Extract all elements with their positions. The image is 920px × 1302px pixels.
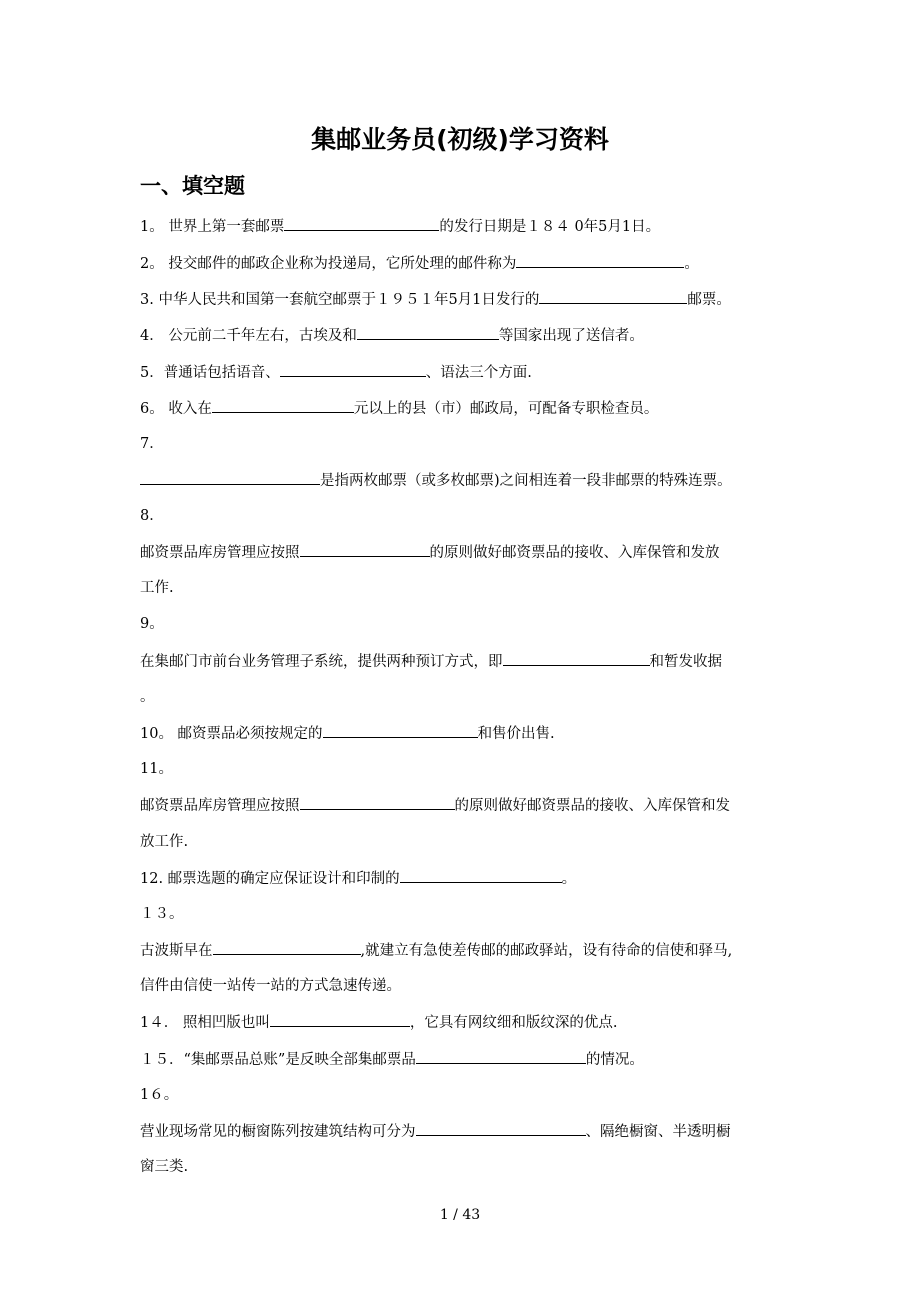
q-text: 古波斯早在: [140, 943, 213, 959]
question-13-number: １３。: [140, 906, 184, 922]
answer-blank: [213, 940, 361, 955]
question-15: [140, 1049, 644, 1070]
q-text: 2。 投交邮件的邮政企业称为投递局，它所处理的邮件称为: [140, 256, 517, 272]
question-10: [140, 723, 555, 744]
answer-blank: [280, 362, 426, 377]
question-16-number: 1６。: [140, 1087, 179, 1103]
q-text: 和暂发收据: [649, 654, 722, 670]
question-13: [140, 940, 732, 961]
question-11-cont: 放工作.: [140, 834, 189, 850]
answer-blank: [300, 542, 430, 557]
q-text: 1。 世界上第一套邮票: [140, 219, 285, 235]
q-text: ，它具有网纹细和版纹深的优点.: [409, 1015, 618, 1031]
q-text: 、隔绝橱窗、半透明橱: [585, 1124, 731, 1140]
question-3: [140, 289, 731, 310]
q-text: 邮票。: [687, 292, 731, 308]
q-text: 邮资票品库房管理应按照: [140, 545, 300, 561]
q-text: １５．“集邮票品总账”是反映全部集邮票品: [140, 1052, 416, 1068]
answer-blank: [416, 1121, 586, 1136]
answer-blank: [503, 651, 650, 666]
q-text: 是指两枚邮票（或多枚邮票)之间相连着一段非邮票的特殊连票。: [320, 473, 732, 489]
q-text: 。: [684, 256, 699, 272]
question-1: [140, 216, 660, 237]
q-text: 和售价出售.: [477, 726, 555, 742]
q-text: 。: [561, 871, 577, 887]
question-16: [140, 1121, 731, 1142]
question-11-number: 11。: [140, 761, 173, 777]
q-text: ,就建立有急使差传邮的邮政驿站，设有待命的信使和驿马,: [360, 943, 733, 959]
question-8-number: 8．: [140, 508, 164, 524]
q-text: 在集邮门市前台业务管理子系统，提供两种预订方式，即: [140, 654, 503, 670]
answer-blank: [212, 398, 354, 413]
answer-blank: [284, 216, 439, 231]
question-9-number: 9。: [140, 616, 164, 632]
question-13-cont: 信件由信使一站传一站的方式急速传递。: [140, 978, 401, 994]
answer-blank: [140, 470, 320, 485]
question-4: [140, 325, 644, 346]
q-text: 营业现场常见的橱窗陈列按建筑结构可分为: [140, 1124, 416, 1140]
section-heading: 一、填空题: [140, 174, 245, 198]
answer-blank: [270, 1012, 410, 1027]
q-text: 3. 中华人民共和国第一套航空邮票于１９５１年5月1日发行的: [140, 292, 540, 308]
document-title: 集邮业务员(初级)学习资料: [311, 125, 609, 154]
q-text: 邮资票品库房管理应按照: [140, 798, 300, 814]
answer-blank: [400, 868, 562, 883]
question-8: [140, 542, 720, 563]
answer-blank: [300, 795, 455, 810]
q-text: 的原则做好邮资票品的接收、入库保管和发放: [429, 545, 720, 561]
question-16-cont: 窗三类.: [140, 1159, 189, 1175]
question-12: [140, 868, 576, 889]
question-14: [140, 1012, 617, 1033]
answer-blank: [516, 253, 684, 268]
answer-blank: [323, 723, 478, 738]
q-text: 、语法三个方面.: [425, 365, 532, 381]
q-text: 1４． 照相凹版也叫: [140, 1015, 270, 1031]
q-text: 的发行日期是１８４ 0年5月1日。: [439, 219, 661, 235]
q-text: 6。 收入在: [140, 401, 212, 417]
question-2: [140, 253, 699, 274]
question-8-cont: 工作.: [140, 580, 174, 596]
q-text: 的原则做好邮资票品的接收、入库保管和发: [454, 798, 730, 814]
question-11: [140, 795, 730, 816]
q-text: 4． 公元前二千年左右，古埃及和: [140, 328, 357, 344]
page-number: 1 / 43: [439, 1207, 481, 1223]
answer-blank: [539, 289, 687, 304]
question-9: [140, 651, 722, 672]
question-6: [140, 398, 658, 419]
q-text: 元以上的县（市）邮政局，可配备专职检查员。: [353, 401, 659, 417]
q-text: 12. 邮票选题的确定应保证设计和印制的: [140, 871, 400, 887]
q-text: 10。 邮资票品必须按规定的: [140, 726, 323, 742]
question-5: [140, 362, 532, 383]
q-text: 5．普通话包括语音、: [140, 365, 280, 381]
question-7: [140, 470, 732, 491]
q-text: 等国家出现了送信者。: [498, 328, 644, 344]
q-text: 的情况。: [585, 1052, 644, 1068]
answer-blank: [416, 1049, 586, 1064]
question-7-number: 7．: [140, 436, 164, 452]
question-9-cont: 。: [140, 689, 155, 705]
answer-blank: [357, 325, 499, 340]
